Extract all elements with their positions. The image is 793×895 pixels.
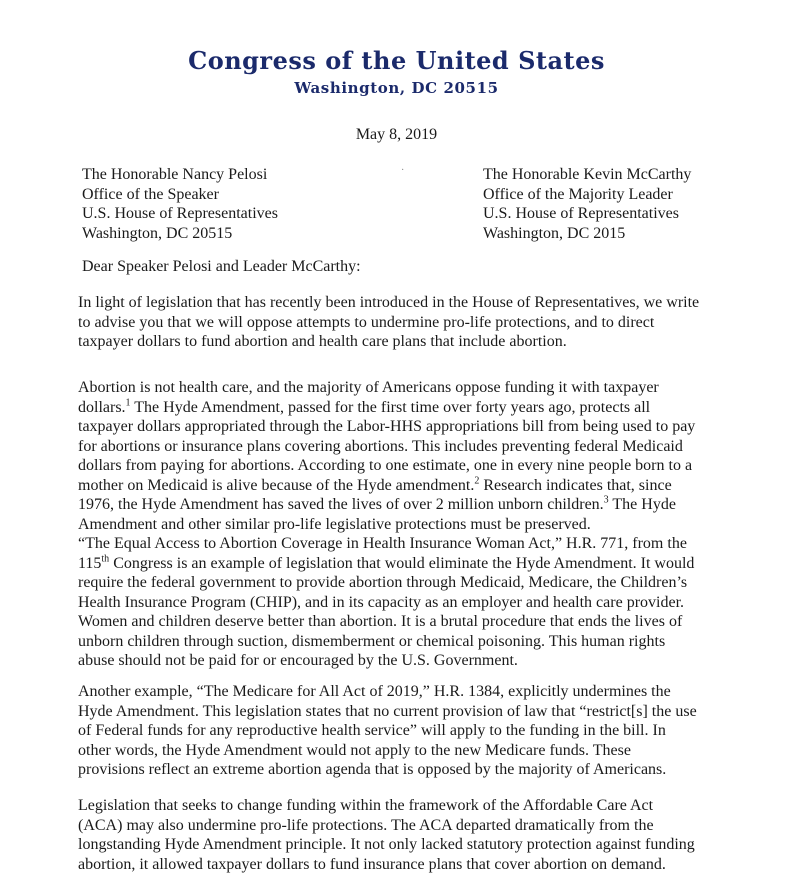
paragraph-line: of Federal funds for any reproductive health service” will apply to the funding in the bill. In bbox=[78, 722, 666, 739]
paragraph-line: “The Equal Access to Abortion Coverage in Health Insurance Woman Act,” H.R. 771, from the bbox=[78, 535, 687, 552]
footnote-2: 2 bbox=[474, 475, 480, 487]
paragraph-line: Abortion is not health care, and the majority of Americans oppose funding it with taxpayer bbox=[78, 379, 659, 396]
footnote-3: 3 bbox=[603, 494, 609, 506]
paragraph-line: require the federal government to provide abortion through Medicaid, Medicare, the Children’s bbox=[78, 574, 688, 591]
paragraph-line: for abortions or insurance plans covering abortions. This includes preventing federal Medicaid bbox=[78, 437, 683, 455]
paragraph-line: longstanding Hyde Amendment principle. It not only lacked statutory protection against funding bbox=[78, 836, 695, 853]
paragraph-line: Another example, “The Medicare for All Act of 2019,” H.R. 1384, explicitly undermines the bbox=[78, 683, 671, 700]
paragraph-line: abuse should not be paid for or encouraged by the U.S. Government. bbox=[78, 652, 518, 669]
paragraph-line: Hyde Amendment. This legislation states that no current provision of law that “restrict[s] the use bbox=[78, 702, 697, 720]
paragraph-line: taxpayer dollars to fund abortion and health care plans that include abortion. bbox=[78, 333, 567, 350]
address-line: The Honorable Kevin McCarthy bbox=[483, 166, 692, 183]
letterhead-title: Congress of the United States bbox=[188, 46, 605, 75]
address-line: U.S. House of Representatives bbox=[483, 205, 679, 222]
paragraph-1 bbox=[78, 293, 718, 352]
ordinal-suffix: th bbox=[101, 553, 110, 565]
address-line: U.S. House of Representatives bbox=[82, 205, 278, 222]
paragraph-line: Legislation that seeks to change funding within the framework of the Affordable Care Act bbox=[78, 797, 654, 814]
paragraph-line: 115th Congress is an example of legislation that would eliminate the Hyde Amendment. It would bbox=[78, 553, 695, 572]
letter-date: May 8, 2019 bbox=[355, 126, 438, 143]
paragraph-3 bbox=[78, 534, 718, 671]
paragraph-line: Women and children deserve better than abortion. It is a brutal procedure that ends the lives of bbox=[78, 613, 683, 630]
stray-mark: · bbox=[401, 165, 405, 176]
address-line: Office of the Speaker bbox=[82, 185, 219, 203]
paragraph-line: dollars from paying for abortions. According to one estimate, one in every nine people born to a bbox=[78, 457, 693, 474]
paragraph-line: In light of legislation that has recently been introduced in the House of Representatives, we write bbox=[78, 294, 700, 311]
paragraph-line: 1976, the Hyde Amendment has saved the lives of over 2 million unborn children.$^3$ The Hyde bbox=[78, 494, 676, 513]
paragraph-line: to advise you that we will oppose attempts to undermine pro-life protections, and to direct bbox=[78, 313, 655, 331]
paragraph-line: unborn children through suction, dismemberment or chemical poisoning. This human rights bbox=[78, 632, 666, 650]
paragraph-line: Amendment and other similar pro-life legislative protections must be preserved. bbox=[78, 515, 591, 533]
recipient-address-left bbox=[82, 165, 278, 243]
paragraph-2 bbox=[78, 378, 718, 534]
paragraph-line: other words, the Hyde Amendment would not apply to the new Medicare funds. These bbox=[78, 741, 631, 759]
paragraph-line: dollars.$^1$ The Hyde Amendment, passed for the first time over forty years ago, protects all bbox=[78, 397, 651, 416]
footnote-1: 1 bbox=[125, 397, 131, 409]
paragraph-5 bbox=[78, 796, 718, 874]
address-line: The Honorable Nancy Pelosi bbox=[82, 166, 268, 183]
paragraph-line: provisions reflect an extreme abortion agenda that is opposed by the majority of Americans. bbox=[78, 761, 667, 778]
address-line: Washington, DC 2015 bbox=[483, 224, 626, 242]
paragraph-line: Health Insurance Program (CHIP), and in its capacity as an employer and health care provider. bbox=[78, 593, 685, 611]
letterhead-subtitle: Washington, DC 20515 bbox=[294, 79, 499, 97]
paragraph-line: taxpayer dollars appropriated through the Labor-HHS appropriations bill from being used to pay bbox=[78, 418, 696, 435]
salutation: Dear Speaker Pelosi and Leader McCarthy: bbox=[82, 258, 361, 275]
paragraph-line: (ACA) may also undermine pro-life protections. The ACA departed dramatically from the bbox=[78, 816, 654, 834]
recipient-address-right bbox=[483, 165, 691, 243]
address-line: Washington, DC 20515 bbox=[82, 224, 233, 242]
paragraph-4 bbox=[78, 682, 718, 780]
paragraph-line: mother on Medicaid is alive because of the Hyde amendment.$^2$ Research indicates that, since bbox=[78, 475, 672, 494]
paragraph-line: abortion, it allowed taxpayer dollars to fund insurance plans that cover abortion on demand. bbox=[78, 855, 666, 873]
address-line: Office of the Majority Leader bbox=[483, 185, 673, 203]
